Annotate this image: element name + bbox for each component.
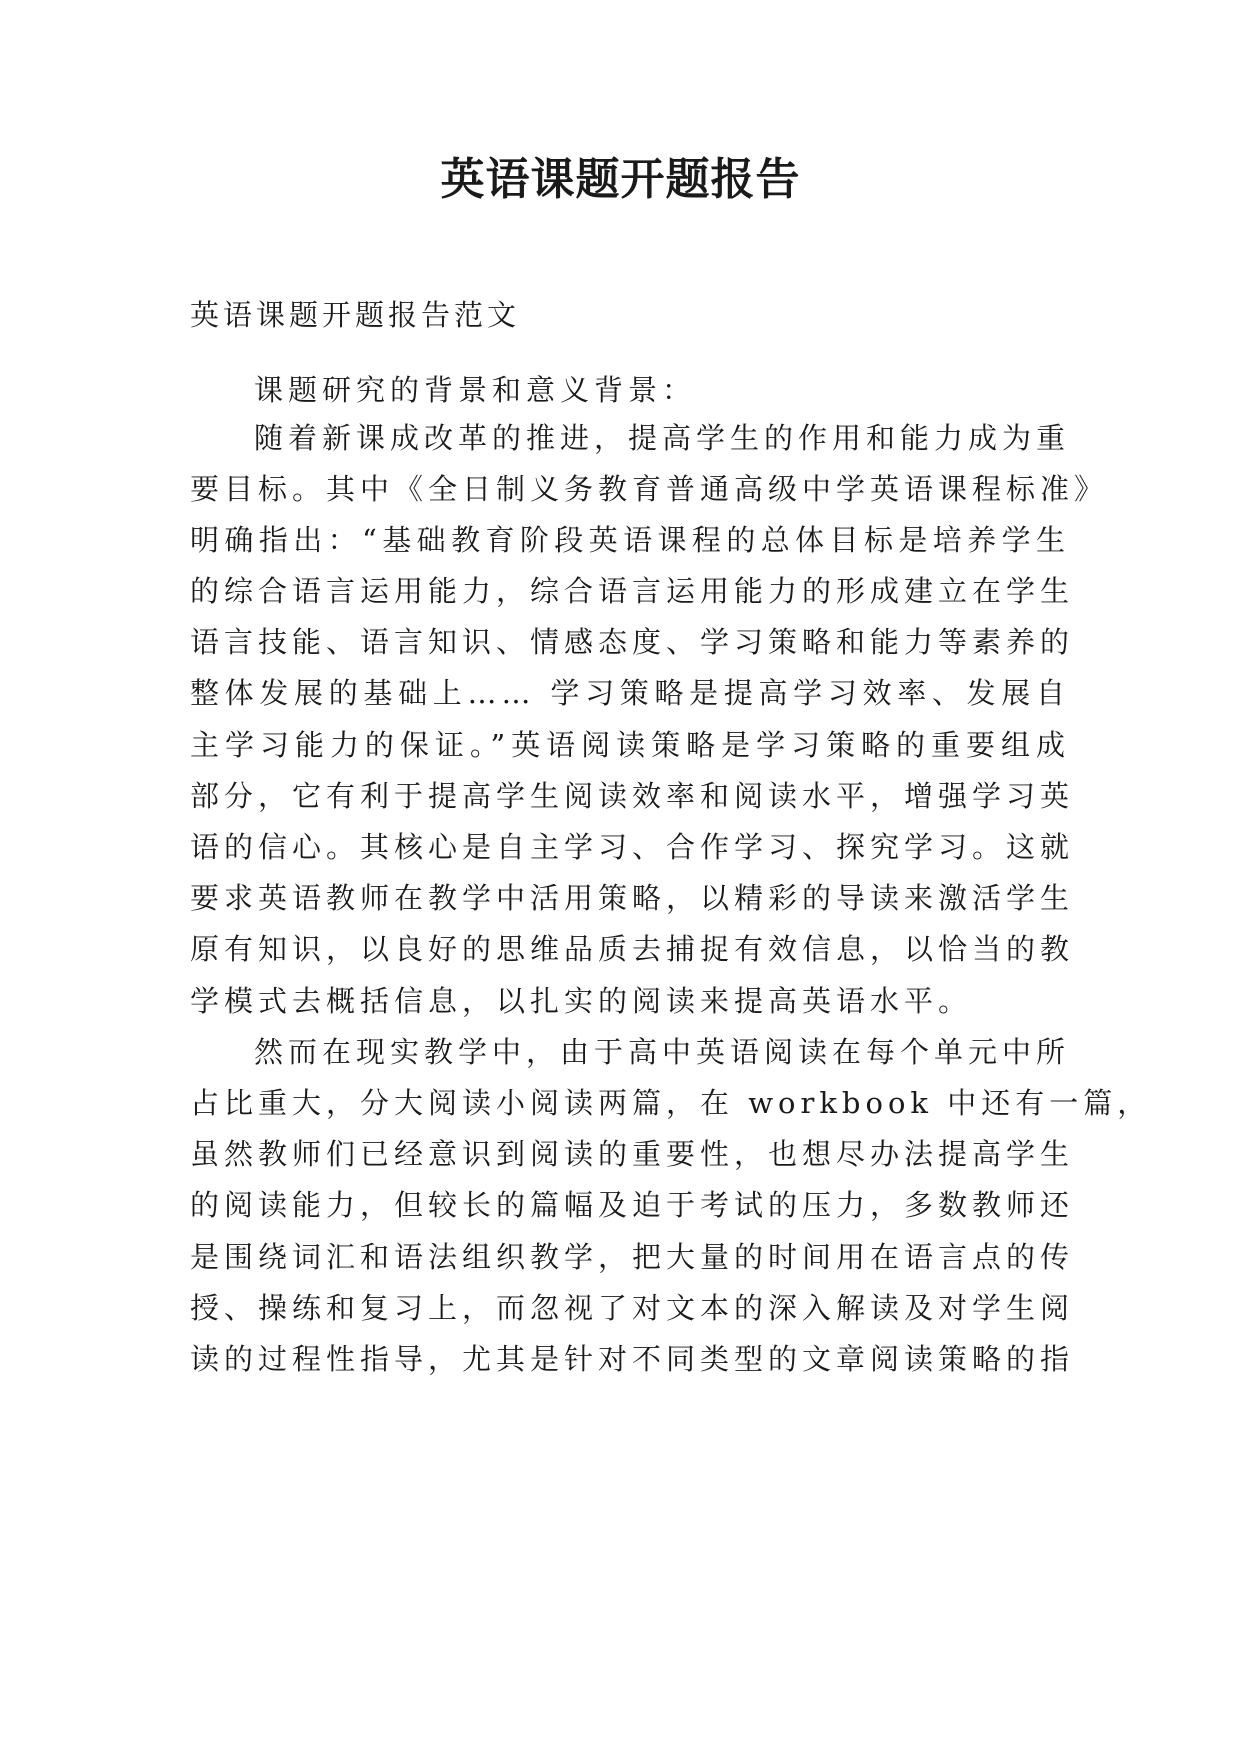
document-subtitle: 英语课题开题报告范文 bbox=[190, 298, 521, 332]
paragraph-line: 部分，它有利于提高学生阅读效率和阅读水平，增强学习英 bbox=[190, 779, 1075, 813]
paragraph-line: 占比重大，分大阅读小阅读两篇，在 workbook 中还有一篇， bbox=[190, 1086, 1152, 1120]
paragraph-line: 虽然教师们已经意识到阅读的重要性，也想尽办法提高学生 bbox=[190, 1137, 1075, 1171]
paragraph-line: 语言技能、语言知识、情感态度、学习策略和能力等素养的 bbox=[190, 625, 1075, 659]
paragraph-line: 整体发展的基础上…… 学习策略是提高学习效率、发展自 bbox=[190, 676, 1070, 710]
paragraph-line: 要求英语教师在教学中活用策略，以精彩的导读来激活学生 bbox=[190, 881, 1075, 915]
paragraph-line: 明确指出：“基础教育阶段英语课程的总体目标是培养学生 bbox=[190, 523, 1070, 557]
paragraph-line: 要目标。其中《全日制义务教育普通高级中学英语课程标准》 bbox=[190, 472, 1109, 506]
paragraph-line: 语的信心。其核心是自主学习、合作学习、探究学习。这就 bbox=[190, 830, 1075, 864]
paragraph-line: 授、操练和复习上，而忽视了对文本的深入解读及对学生阅 bbox=[190, 1291, 1075, 1325]
document-title: 英语课题开题报告 bbox=[440, 154, 801, 205]
section-heading-background: 课题研究的背景和意义背景： bbox=[254, 373, 697, 407]
paragraph-line: 主学习能力的保证。”英语阅读策略是学习策略的重要组成 bbox=[190, 728, 1070, 762]
paragraph-line: 原有知识，以良好的思维品质去捕捉有效信息，以恰当的教 bbox=[190, 932, 1075, 966]
paragraph-line: 的综合语言运用能力，综合语言运用能力的形成建立在学生 bbox=[190, 574, 1075, 608]
paragraph-line: 随着新课成改革的推进，提高学生的作用和能力成为重 bbox=[254, 421, 1071, 455]
paragraph-line: 学模式去概括信息，以扎实的阅读来提高英语水平。 bbox=[190, 984, 973, 1018]
paragraph-line: 是围绕词汇和语法组织教学，把大量的时间用在语言点的传 bbox=[190, 1240, 1075, 1274]
paragraph-line: 然而在现实教学中，由于高中英语阅读在每个单元中所 bbox=[254, 1035, 1071, 1069]
paragraph-line: 的阅读能力，但较长的篇幅及迫于考试的压力，多数教师还 bbox=[190, 1188, 1075, 1222]
paragraph-line: 读的过程性指导，尤其是针对不同类型的文章阅读策略的指 bbox=[190, 1342, 1075, 1376]
